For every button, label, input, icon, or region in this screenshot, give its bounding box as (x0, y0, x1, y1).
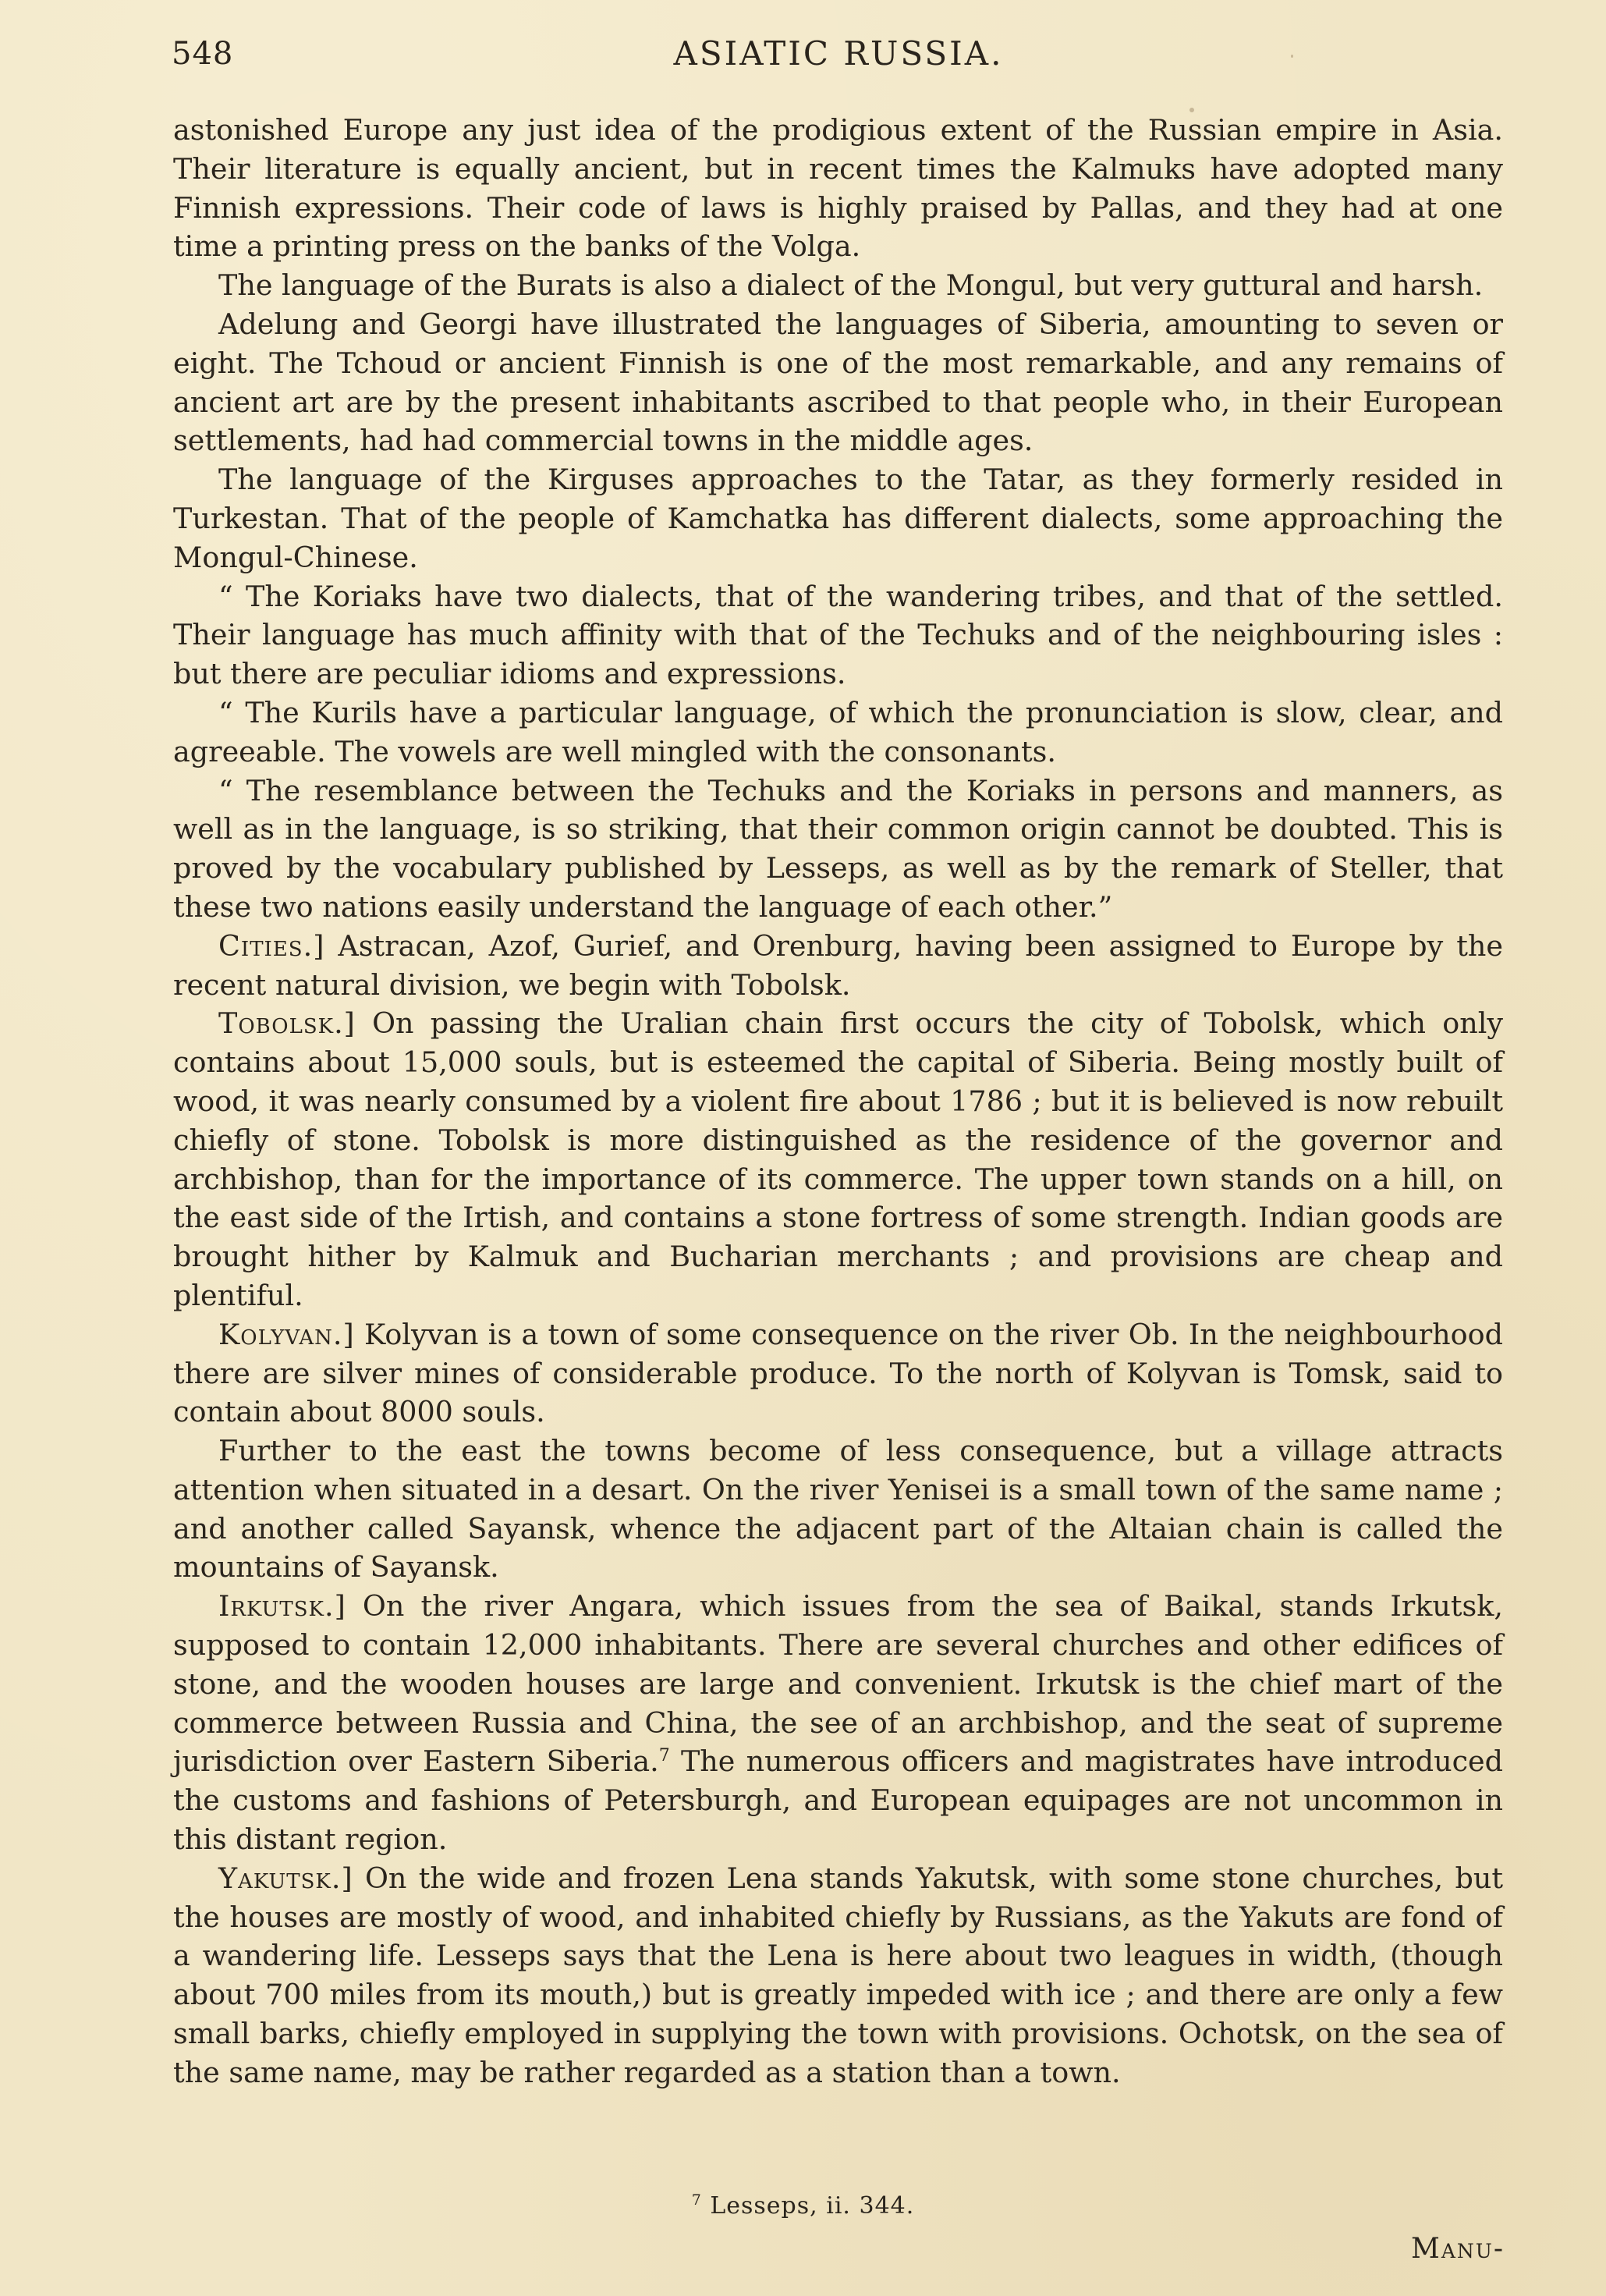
paper-speck (910, 602, 913, 605)
paragraph-text: astonished Europe any just idea of the prodigious extent of the Russian empire in Asia. Their literature is equally ancient, but in recent times the Kalmuks have adopted many Finnish expressions. Their code of laws is highly praised by Pallas, and they had at one time a printing press on the banks of the Volga. (173, 113, 1503, 264)
paragraph-kirguses (173, 460, 1503, 577)
paragraph-text: “ The Koriaks have two dialects, that of the wandering tribes, and that of the settled. Their language has much affinity with that of the Techuks and of the neighbouring isles : but there are peculiar idioms and expressions. (173, 579, 1503, 691)
catchword: Manu- (1410, 2233, 1505, 2265)
paragraph-kurils-quote (173, 694, 1503, 772)
paragraph-siberian-languages (173, 305, 1503, 460)
paragraph-cities (173, 927, 1503, 1005)
paragraph-text: “ The Kurils have a particular language, of which the pronunciation is slow, clear, and agreeable. The vowels are well mingled with the consonants. (173, 695, 1503, 768)
page-number: 548 (172, 36, 234, 72)
running-head (172, 31, 1505, 86)
section-heading-cities: Cities.] (218, 928, 325, 963)
paragraph-text: The language of the Kirguses approaches to the Tatar, as they formerly resided in Turkestan. That of the people of Kamchatka has different dialects, some approaching the Mongul-Chinese. (173, 463, 1503, 574)
paragraph-text: On passing the Uralian chain first occurs the city of Tobolsk, which only contains about 15,000 souls, but is esteemed the capital of Siberia. Being mostly built of wood, it was nearly consumed by a violent fire about 1786 ; but it is believed is now rebuilt chiefly of stone. Tobolsk is more distinguished as the residence of the governor and archbishop, than for the importance of its commerce. The upper town stands on a hill, on the east side of the Irtish, and contains a stone fortress of some strength. Indian goods are brought hither by Kalmuk and Bucharian merchants ; and provisions are cheap and plentiful. (173, 1006, 1503, 1312)
paragraph-burats (173, 266, 1503, 305)
paragraph-kolyvan (173, 1315, 1503, 1432)
paper-speck (1189, 108, 1194, 112)
footnote-mark: 7 (691, 2191, 702, 2209)
paragraph-continued (173, 111, 1503, 266)
paper-speck (1291, 55, 1293, 58)
paragraph-text: The numerous officers and magistrates have introduced the customs and fashions of Petersburgh, and European equipages are not uncommon in this distant region. (173, 1744, 1503, 1857)
paragraph-koriaks-quote (173, 577, 1503, 694)
paragraph-techuks-quote (173, 772, 1503, 927)
footnote-text: Lesseps, ii. 344. (701, 2192, 915, 2220)
section-heading-yakutsk: Yakutsk.] (218, 1861, 353, 1895)
paragraph-yakutsk (173, 1859, 1503, 2092)
footnote (0, 2192, 1606, 2220)
paragraph-text: On the river Angara, which issues from the sea of Baikal, stands Irkutsk, supposed to contain 12,000 inhabitants. There are several churches and other edifices of stone, and the wooden houses are large and convenient. Irkutsk is the chief mart of the commerce between Russia and China, the see of an archbishop, and the seat of supreme jurisdiction over Eastern Siberia. (173, 1589, 1503, 1779)
paragraph-eastern-towns (173, 1432, 1503, 1587)
paragraph-text: Further to the east the towns become of less consequence, but a village attracts attention when situated in a desart. On the river Yenisei is a small town of the same name ; and another called Sayansk, whence the adjacent part of the Altaian chain is called the mountains of Sayansk. (173, 1434, 1503, 1584)
paragraph-text: The language of the Burats is also a dialect of the Mongul, but very guttural and harsh. (218, 268, 1484, 303)
paragraph-text: Adelung and Georgi have illustrated the languages of Siberia, amounting to seven or eight. The Tchoud or ancient Finnish is one of the most remarkable, and any remains of ancient art are by the present inhabitants ascribed to that people who, in their European settlements, had had commercial towns in the middle ages. (173, 307, 1503, 458)
paragraph-tobolsk (173, 1004, 1503, 1315)
section-heading-irkutsk: Irkutsk.] (218, 1589, 346, 1624)
paragraph-text: Astracan, Azof, Gurief, and Orenburg, having been assigned to Europe by the recent natural division, we begin with Tobolsk. (173, 928, 1503, 1002)
footnote-reference[interactable]: 7 (658, 1746, 670, 1766)
paragraph-text: Kolyvan is a town of some consequence on the river Ob. In the neighbourhood there are silver mines of considerable produce. To the north of Kolyvan is Tomsk, said to contain about 8000 souls. (173, 1317, 1503, 1429)
running-title: ASIATIC RUSSIA. (673, 34, 1004, 73)
body-text (173, 111, 1503, 2092)
paragraph-text: “ The resemblance between the Techuks and the Koriaks in persons and manners, as well as in the language, is so striking, that their common origin cannot be doubted. This is proved by the vocabulary published by Lesseps, as well as by the remark of Steller, that these two nations easily understand the language of each other.” (173, 773, 1503, 924)
paragraph-irkutsk (173, 1587, 1503, 1859)
section-heading-tobolsk: Tobolsk.] (218, 1006, 356, 1041)
section-heading-kolyvan: Kolyvan.] (218, 1317, 355, 1351)
paragraph-text: On the wide and frozen Lena stands Yakutsk, with some stone churches, but the houses are mostly of wood, and inhabited chiefly by Russians, as the Yakuts are fond of a wandering life. Lesseps says that the Lena is here about two leagues in width, (though about 700 miles from its mouth,) but is greatly impeded with ice ; and there are only a few small barks, chiefly employed in supplying the town with provisions. Ochotsk, on the sea of the same name, may be rather regarded as a station than a town. (173, 1861, 1503, 2089)
